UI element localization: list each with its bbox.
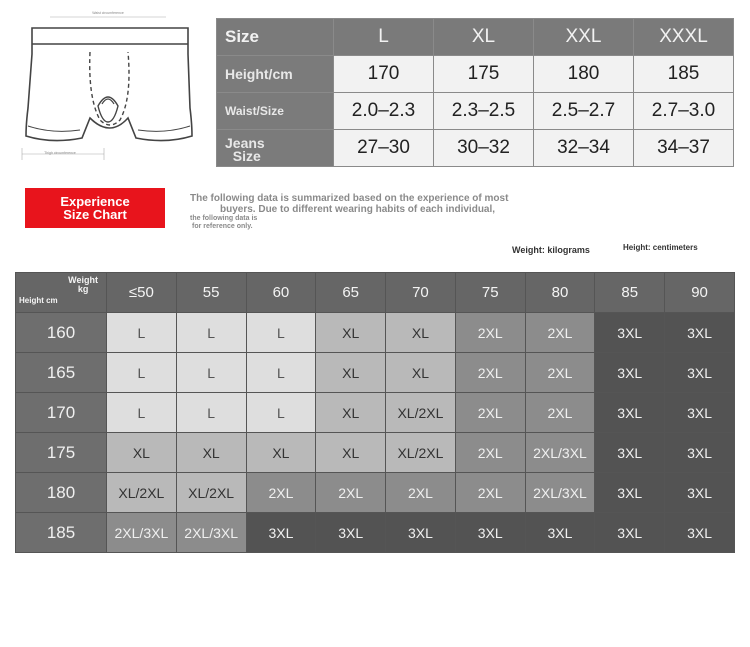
grid-cell: 2XL (525, 393, 595, 433)
badge-line-2: Size Chart (63, 207, 127, 222)
jeans-row (217, 130, 734, 167)
grid-cell: XL/2XL (176, 473, 246, 513)
height-header: 165 (16, 353, 107, 393)
grid-cell: 2XL/3XL (525, 473, 595, 513)
table-cell: 2.3–2.5 (434, 93, 534, 130)
grid-cell: 3XL (665, 513, 735, 553)
corner-kg-label: kg (77, 284, 89, 294)
grid-cell: L (176, 393, 246, 433)
grid-cell: 3XL (665, 433, 735, 473)
weight-header: 75 (455, 273, 525, 313)
weight-header: 70 (386, 273, 456, 313)
waist-row (217, 93, 734, 130)
grid-cell: 2XL (386, 473, 456, 513)
weight-header: ≤50 (107, 273, 177, 313)
table-row (16, 353, 735, 393)
height-unit: Height: centimeters (623, 243, 698, 252)
grid-cell: 2XL (455, 313, 525, 353)
reference-note (190, 193, 610, 231)
grid-cell: XL (107, 433, 177, 473)
note-line-2: buyers. Due to different wearing habits of each individual, (220, 204, 496, 215)
grid-cell: XL/2XL (386, 393, 456, 433)
experience-badge (25, 188, 165, 228)
grid-cell: 3XL (595, 313, 665, 353)
corner-weight-label: Weight (68, 275, 98, 285)
grid-cell: 2XL (455, 353, 525, 393)
table-cell: 2.5–2.7 (534, 93, 634, 130)
grid-cell: 3XL (316, 513, 386, 553)
grid-cell: 3XL (246, 513, 316, 553)
grid-cell: L (176, 313, 246, 353)
size-header-label: Size (217, 19, 334, 56)
grid-cell: 3XL (525, 513, 595, 553)
grid-cell: 3XL (665, 353, 735, 393)
grid-cell: XL (386, 313, 456, 353)
weight-header: 85 (595, 273, 665, 313)
height-header: 185 (16, 513, 107, 553)
waist-row-label: Waist/Size (217, 93, 334, 130)
grid-cell: XL (316, 393, 386, 433)
grid-cell: 2XL/3XL (107, 513, 177, 553)
grid-cell: XL (316, 353, 386, 393)
table-row (16, 393, 735, 433)
grid-cell: XL (316, 313, 386, 353)
size-xl: XL (434, 19, 534, 56)
height-row-label: Height/cm (217, 56, 334, 93)
grid-cell: L (107, 313, 177, 353)
height-header: 160 (16, 313, 107, 353)
grid-cell: L (176, 353, 246, 393)
grid-cell: 3XL (595, 513, 665, 553)
grid-cell: 2XL/3XL (525, 433, 595, 473)
boxer-briefs-icon (16, 8, 200, 164)
weight-header: 80 (525, 273, 595, 313)
grid-cell: 3XL (595, 353, 665, 393)
grid-header-row (16, 273, 735, 313)
jeans-row-label (217, 130, 334, 167)
table-cell: 2.0–2.3 (334, 93, 434, 130)
grid-cell: 3XL (595, 473, 665, 513)
weight-header: 60 (246, 273, 316, 313)
note-line-3: the following data is (190, 215, 258, 222)
table-cell: 175 (434, 56, 534, 93)
height-header: 170 (16, 393, 107, 433)
grid-cell: 2XL (246, 473, 316, 513)
waist-label: Waist circumference (92, 11, 124, 15)
jeans-label: Jeans (225, 134, 265, 151)
grid-cell: XL (316, 433, 386, 473)
grid-cell: XL (246, 433, 316, 473)
grid-cell: 3XL (455, 513, 525, 553)
product-illustration (16, 8, 200, 164)
height-header: 180 (16, 473, 107, 513)
size-xxxl: XXXL (634, 19, 734, 56)
grid-cell: XL/2XL (107, 473, 177, 513)
weight-header: 65 (316, 273, 386, 313)
table-row (16, 473, 735, 513)
table-row (16, 313, 735, 353)
grid-cell: 3XL (665, 473, 735, 513)
table-cell: 170 (334, 56, 434, 93)
grid-cell: 3XL (595, 393, 665, 433)
corner-height-label: Height cm (19, 296, 58, 305)
table-cell: 27–30 (334, 130, 434, 167)
grid-cell: 3XL (595, 433, 665, 473)
table-cell: 32–34 (534, 130, 634, 167)
grid-cell: 3XL (665, 313, 735, 353)
weight-unit: Weight: kilograms (512, 245, 590, 255)
grid-cell: 2XL (455, 393, 525, 433)
grid-cell: XL/2XL (386, 433, 456, 473)
table-cell: 185 (634, 56, 734, 93)
grid-cell: XL (176, 433, 246, 473)
grid-cell: L (246, 393, 316, 433)
table-cell: 2.7–3.0 (634, 93, 734, 130)
grid-cell: 2XL (455, 473, 525, 513)
grid-cell: L (107, 393, 177, 433)
experience-grid (15, 272, 735, 553)
table-cell: 34–37 (634, 130, 734, 167)
table-row (16, 513, 735, 553)
badge-line-1: Experience (60, 194, 130, 209)
height-row (217, 56, 734, 93)
grid-cell: 2XL (525, 353, 595, 393)
grid-cell: 2XL (455, 433, 525, 473)
grid-cell: L (246, 313, 316, 353)
jeans-size-label: Size (232, 147, 261, 164)
grid-cell: L (107, 353, 177, 393)
weight-header: 55 (176, 273, 246, 313)
table-cell: 30–32 (434, 130, 534, 167)
grid-corner (16, 273, 107, 313)
note-line-4: for reference only. (192, 223, 253, 230)
size-xxl: XXL (534, 19, 634, 56)
grid-cell: 2XL (525, 313, 595, 353)
grid-cell: 3XL (386, 513, 456, 553)
size-l: L (334, 19, 434, 56)
table-cell: 180 (534, 56, 634, 93)
grid-cell: 2XL (316, 473, 386, 513)
size-table (216, 18, 734, 167)
table-row (16, 433, 735, 473)
weight-header: 90 (665, 273, 735, 313)
grid-cell: 3XL (665, 393, 735, 433)
grid-cell: 2XL/3XL (176, 513, 246, 553)
size-header-row (217, 19, 734, 56)
note-line-1: The following data is summarized based on the experience of most (190, 193, 509, 204)
grid-cell: XL (386, 353, 456, 393)
height-header: 175 (16, 433, 107, 473)
grid-cell: L (246, 353, 316, 393)
thigh-label: Thigh circumference (44, 151, 76, 155)
